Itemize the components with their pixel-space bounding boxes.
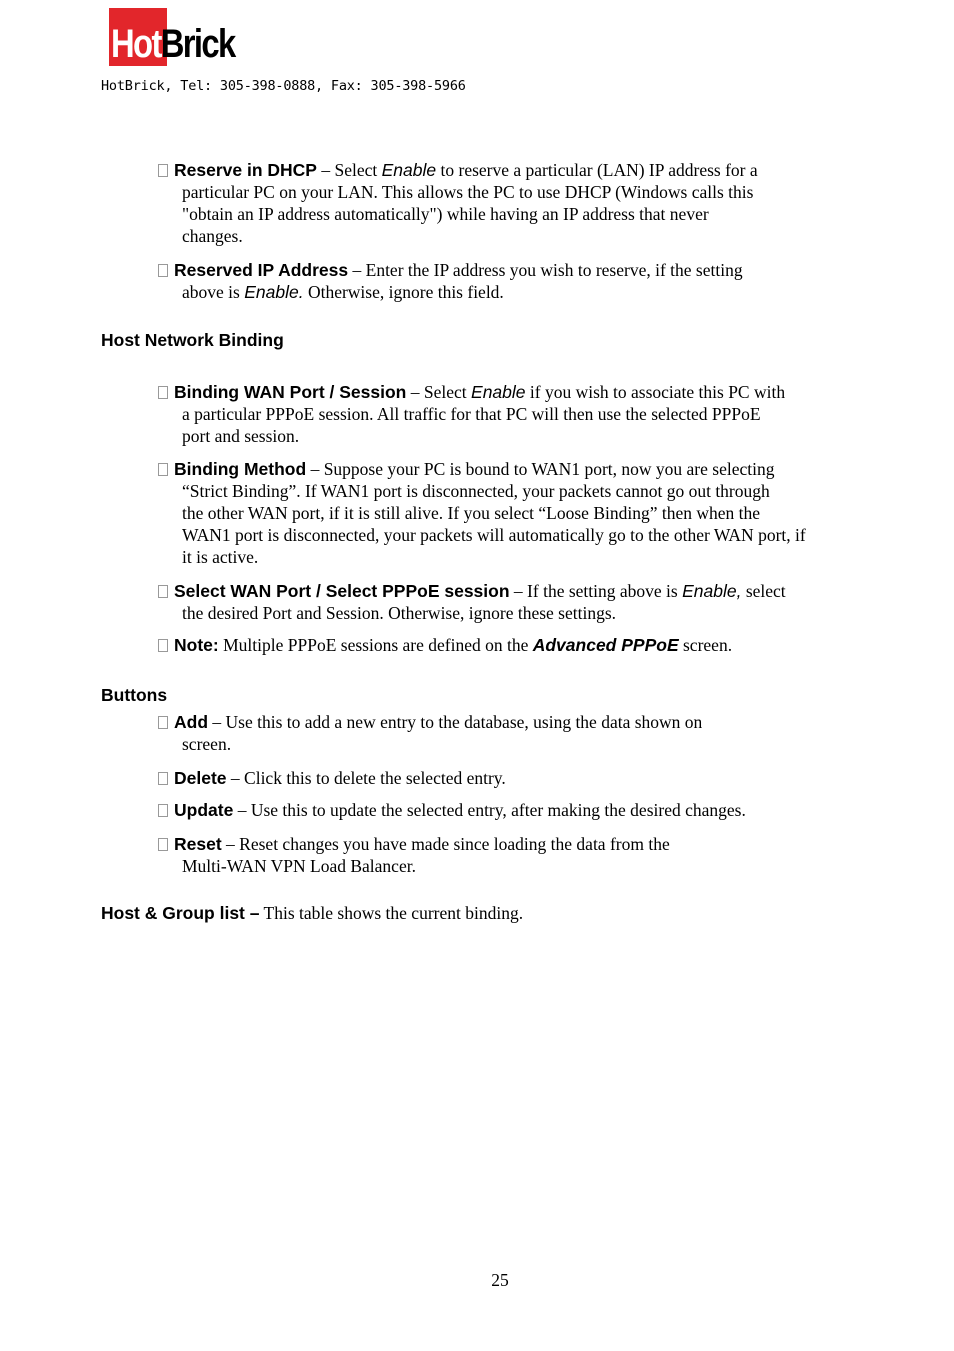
- host-group-term: Host & Group list –: [101, 903, 260, 923]
- item-term: Reserve in DHCP: [174, 160, 317, 180]
- bullet-icon: [158, 716, 168, 729]
- page-number: 25: [491, 1270, 509, 1290]
- bullet-icon: [158, 838, 168, 851]
- host-group-description: This table shows the current binding.: [259, 903, 524, 923]
- item-term: Reserved IP Address: [174, 260, 349, 280]
- bullet-icon: [158, 585, 168, 598]
- item-select-wan-port: Select WAN Port / Select PPPoE session – If the setting above is Enable, select the desired Port and Session. Otherwise, ignore these settings.: [158, 580, 878, 624]
- contact-line: HotBrick, Tel: 305-398-0888, Fax: 305-398-5966: [101, 78, 466, 94]
- item-binding-wan-port: Binding WAN Port / Session – Select Enable if you wish to associate this PC with a particular PPPoE session. All traffic for that PC will then use the selected PPPoE port and session.: [158, 381, 878, 447]
- item-term: Update: [174, 800, 234, 820]
- item-binding-method: Binding Method – Suppose your PC is bound to WAN1 port, now you are selecting “Strict Binding”. If WAN1 port is disconnected, your packets cannot go out through the other WAN port, if it is still alive. If you select “Loose Binding” then when the WAN1 port is disconnected, your packets will automatically go to the other WAN port, if it is active.: [158, 458, 878, 568]
- bullet-icon: [158, 264, 168, 277]
- bullet-icon: [158, 772, 168, 785]
- bullet-icon: [158, 639, 168, 652]
- hotbrick-logo: [109, 8, 257, 66]
- item-term: Binding WAN Port / Session: [174, 382, 407, 402]
- item-note: Note: Multiple PPPoE sessions are defined on the Advanced PPPoE screen.: [158, 634, 878, 656]
- logo-hot: Hot: [111, 22, 161, 66]
- item-delete: Delete – Click this to delete the selected entry.: [158, 767, 878, 789]
- bullet-icon: [158, 164, 168, 177]
- item-term: Delete: [174, 768, 227, 788]
- item-term: Binding Method: [174, 459, 307, 479]
- item-add: Add – Use this to add a new entry to the database, using the data shown on screen.: [158, 711, 878, 755]
- section-heading-buttons: Buttons: [101, 685, 168, 705]
- item-term: Reset: [174, 834, 222, 854]
- item-update: Update – Use this to update the selected entry, after making the desired changes.: [158, 799, 878, 821]
- item-reserve-in-dhcp: Reserve in DHCP – Select Enable to reserve a particular (LAN) IP address for a particular PC on your LAN. This allows the PC to use DHCP (Windows calls this "obtain an IP address automatically") while having an IP address that never changes.: [158, 159, 878, 247]
- item-term: Note:: [174, 635, 219, 655]
- bullet-icon: [158, 804, 168, 817]
- bullet-icon: [158, 386, 168, 399]
- section-heading-host-network-binding: Host Network Binding: [101, 330, 284, 350]
- logo-brick: Brick: [160, 22, 235, 66]
- item-term: Add: [174, 712, 209, 732]
- section-heading-host-group-list: [101, 903, 523, 924]
- item-reset: Reset – Reset changes you have made since loading the data from the Multi-WAN VPN Load Balancer.: [158, 833, 878, 877]
- item-term: Select WAN Port / Select PPPoE session: [174, 581, 510, 601]
- logo-wordmark: [111, 22, 235, 66]
- item-reserved-ip-address: Reserved IP Address – Enter the IP address you wish to reserve, if the setting above is Enable. Otherwise, ignore this field.: [158, 259, 878, 303]
- bullet-icon: [158, 463, 168, 476]
